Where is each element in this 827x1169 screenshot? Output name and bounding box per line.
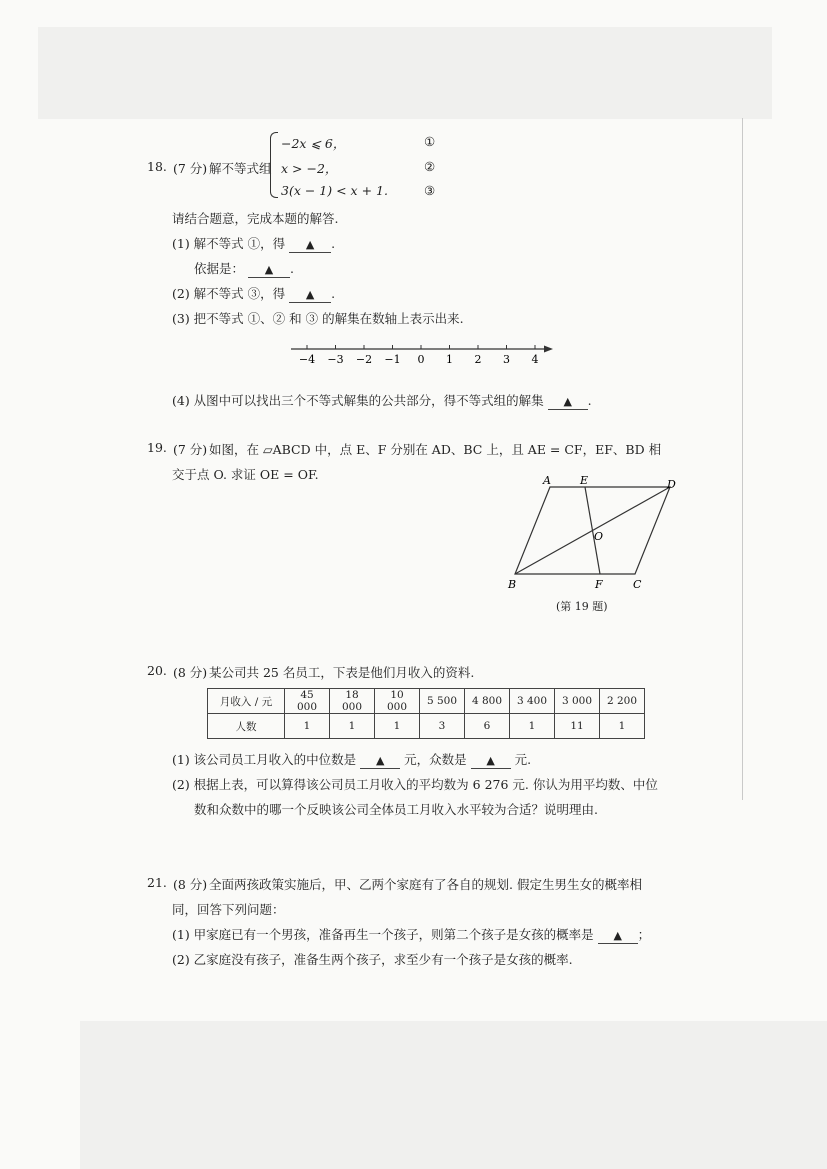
q18-part-1 — [172, 234, 335, 253]
q20-stem: 某公司共 25 名员工，下表是他们月收入的资料. — [209, 665, 475, 680]
q18-part-2 — [172, 284, 335, 303]
q18-part-3: (3) 把不等式 ①、② 和 ③ 的解集在数轴上表示出来. — [172, 311, 464, 326]
q19-line-2: 交于点 O. 求证 OE = OF. — [172, 467, 319, 482]
axis-tick-label: 3 — [503, 353, 510, 366]
q21-points: (8 分) — [173, 877, 208, 892]
answer-triangle: ▲ — [563, 395, 572, 408]
q18-part-2-text: (2) 解不等式 ③，得 — [172, 286, 286, 301]
table-cell: 5 500 — [420, 689, 465, 714]
axis-tick-label: −2 — [355, 353, 373, 366]
answer-triangle: ▲ — [486, 754, 495, 767]
table-cell: 3 400 — [510, 689, 555, 714]
table-cell: 10 000 — [375, 689, 420, 714]
table-cell: 18 000 — [330, 689, 375, 714]
table-cell: 1 — [375, 714, 420, 739]
answer-blank[interactable] — [548, 394, 588, 410]
number-line — [285, 338, 560, 368]
axis-tick-label: 0 — [417, 353, 425, 366]
table-cell: 1 — [510, 714, 555, 739]
answer-blank[interactable] — [289, 237, 331, 253]
mark-2: ② — [424, 159, 436, 174]
table-cell: 11 — [555, 714, 600, 739]
q18-part-4 — [172, 391, 592, 410]
period: . — [331, 236, 336, 251]
q19-number: 19. — [147, 440, 167, 455]
table-cell: 3 — [420, 714, 465, 739]
system-brace — [270, 132, 278, 198]
period: . — [331, 286, 336, 301]
table-header-cell: 月收入 / 元 — [208, 689, 285, 714]
label-b: B — [508, 578, 517, 591]
table-cell: 1 — [285, 714, 330, 739]
table-header-cell: 人数 — [208, 714, 285, 739]
answer-triangle: ▲ — [264, 263, 274, 276]
table-cell: 6 — [465, 714, 510, 739]
q21-line-1: 全面两孩政策实施后，甲、乙两个家庭有了各自的规划. 假定生男生女的概率相 — [209, 877, 642, 892]
answer-blank[interactable] — [289, 287, 331, 303]
parallelogram-figure — [500, 474, 690, 598]
q18-part-4-text: (4) 从图中可以找出三个不等式解集的公共部分，得不等式组的解集 — [172, 393, 544, 408]
q20-points: (8 分) — [173, 665, 208, 680]
label-o: O — [594, 530, 604, 543]
inequality-1: −2x ⩽ 6， — [281, 136, 346, 151]
q18-instruction: 请结合题意，完成本题的解答. — [172, 211, 339, 226]
answer-blank[interactable] — [471, 753, 511, 769]
axis-tick-label: −1 — [384, 353, 401, 366]
table-cell: 4 800 — [465, 689, 510, 714]
axis-arrow-icon — [544, 346, 553, 353]
q20-number: 20. — [147, 663, 167, 678]
label-e: E — [580, 474, 589, 487]
axis-tick-label: 4 — [531, 353, 539, 366]
q21-number: 21. — [147, 875, 167, 890]
q21-part-1 — [172, 925, 650, 944]
answer-triangle: ▲ — [305, 288, 315, 301]
answer-triangle: ▲ — [375, 754, 385, 767]
figure-caption: (第 19 题) — [556, 600, 608, 613]
q18-basis — [194, 259, 294, 278]
q20-part-1-text-a: (1) 该公司员工月收入的中位数是 — [172, 752, 357, 767]
axis-tick-label: −3 — [327, 353, 344, 366]
q18-points: (7 分) — [173, 161, 208, 176]
q21-part-2: (2) 乙家庭没有孩子，准备生两个孩子，求至少有一个孩子是女孩的概率. — [172, 952, 573, 967]
inequality-3: 3(x − 1) < x + 1. — [281, 183, 388, 198]
q18-stem: 解不等式组 — [209, 161, 272, 176]
q20-part-1 — [172, 750, 531, 769]
axis-tick-label: 1 — [446, 353, 453, 366]
q18-part-1-text: (1) 解不等式 ①，得 — [172, 236, 286, 251]
answer-blank[interactable] — [360, 753, 400, 769]
q20-part-2-line-2: 数和众数中的哪一个反映该公司全体员工月收入水平较为合适？说明理由. — [194, 802, 598, 817]
label-f: F — [595, 578, 603, 591]
mark-3: ③ — [424, 183, 436, 198]
q20-part-2-line-1: (2) 根据上表，可以算得该公司员工月收入的平均数为 6 276 元. 你认为用平均数、中位 — [172, 777, 658, 792]
scan-shade-bottom — [80, 1021, 827, 1169]
q18-number: 18. — [147, 159, 167, 174]
axis-tick-label: −4 — [298, 353, 316, 366]
period: . — [587, 393, 592, 408]
period: . — [290, 261, 294, 276]
answer-blank[interactable] — [248, 262, 290, 278]
mark-1: ① — [424, 134, 436, 149]
axis-tick-label: 2 — [474, 353, 482, 366]
q19-points: (7 分) — [173, 442, 208, 457]
label-a: A — [543, 474, 551, 487]
label-c: C — [633, 578, 642, 591]
q21-part-1-text: (1) 甲家庭已有一个男孩，准备再生一个孩子，则第二个孩子是女孩的概率是 — [172, 927, 594, 942]
table-cell: 3 000 — [555, 689, 600, 714]
table-cell: 1 — [330, 714, 375, 739]
table-cell: 2 200 — [600, 689, 645, 714]
q21-line-2: 同，回答下列问题： — [172, 902, 285, 917]
scan-shade-top — [38, 27, 772, 119]
table-row — [208, 689, 645, 714]
answer-triangle: ▲ — [613, 929, 622, 942]
table-row — [208, 714, 645, 739]
answer-blank[interactable] — [598, 928, 638, 944]
page-edge-line — [742, 118, 743, 800]
basis-text: 依据是： — [194, 261, 245, 276]
q19-line-1: 如图，在 ▱ABCD 中，点 E、F 分别在 AD、BC 上，且 AE = CF，EF、BD 相 — [209, 442, 662, 457]
answer-triangle: ▲ — [305, 238, 315, 251]
table-cell: 45 000 — [285, 689, 330, 714]
label-d: D — [667, 478, 676, 491]
table-cell: 1 — [600, 714, 645, 739]
semicolon: ； — [637, 927, 651, 942]
income-table — [207, 688, 645, 739]
inequality-2: x > −2， — [281, 161, 338, 176]
q20-part-1-text-c: 元. — [514, 752, 532, 767]
q20-part-1-text-b: 元，众数是 — [404, 752, 467, 767]
